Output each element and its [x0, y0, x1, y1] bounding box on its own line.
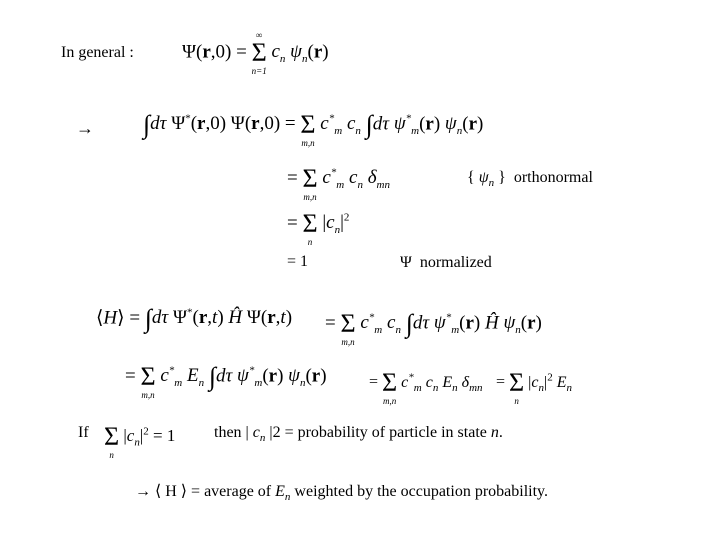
conclusion-statement: → ⟨ H ⟩ = average of $E_n$ weighted by the occupation probability.: [135, 483, 548, 504]
sum-operator: Σ m,n: [382, 368, 398, 406]
equation-H-energy-final: = Σ n $|c_n|^2$ $E_n$: [496, 360, 572, 406]
equation-equals-one: = 1: [287, 253, 309, 270]
note-orthonormal: { $\psi_n$ } orthonormal: [467, 169, 593, 190]
sum-operator: Σ n: [302, 209, 318, 247]
note-normalized: Ψ normalized: [400, 254, 492, 271]
if-label: If: [78, 424, 89, 441]
equation-wavefunction-expansion: Ψ(r,0) = ∞ Σ n=1 $c_n$ $\psi_n(r)$: [182, 30, 329, 76]
implies-arrow: →: [135, 483, 151, 500]
equation-H-expectation: ⟨H⟩ = ∫dτ Ψ*(r,t) Ĥ Ψ(r,t): [96, 304, 293, 333]
sum-operator: Σ m,n: [340, 309, 356, 347]
implies-arrow: →: [76, 118, 94, 138]
sum-operator: Σ m,n: [302, 164, 318, 202]
then-statement: then | $c_n$ |2 = probability of particle in state n.: [214, 424, 503, 445]
intro-label: In general :: [61, 44, 134, 61]
equation-H-energy-integral: = Σ m,n $c^*_m$ $E_n$ ∫dτ $\psi^*_m(r)$ $\psi_n(r)$: [125, 354, 327, 400]
equation-H-expansion: = Σ m,n $c^*_m$ $c_n$ ∫dτ $\psi^*_m(r)$ Ĥ $\psi_n(r)$: [325, 301, 542, 347]
sum-operator: Σ m,n: [300, 110, 316, 148]
equation-normalization-condition: Σ n $|c_n|^2 = 1$: [104, 414, 175, 460]
equation-abs-square-sum: = Σ n $|c_n|^2$: [287, 201, 349, 247]
equation-H-energy-delta: = Σ m,n $c^*_m$ $c_n$ $E_n$ $\delta_{mn}$: [369, 360, 483, 406]
sum-operator: Σ m,n: [140, 362, 156, 400]
equation-norm-integral: ∫dτ Ψ*(r,0) Ψ(r,0) = Σ m,n $c^*_m$ $c_n$ ∫dτ $\psi^*_m(r)$ $\psi_n(r)$: [143, 102, 483, 148]
sum-operator: Σ n: [104, 422, 120, 460]
sum-operator: Σ n: [509, 368, 525, 406]
equation-delta-sum: = Σ m,n $c^*_m$ $c_n$ $\delta_{mn}$: [287, 156, 390, 202]
sum-operator: ∞ Σ n=1: [251, 30, 267, 76]
